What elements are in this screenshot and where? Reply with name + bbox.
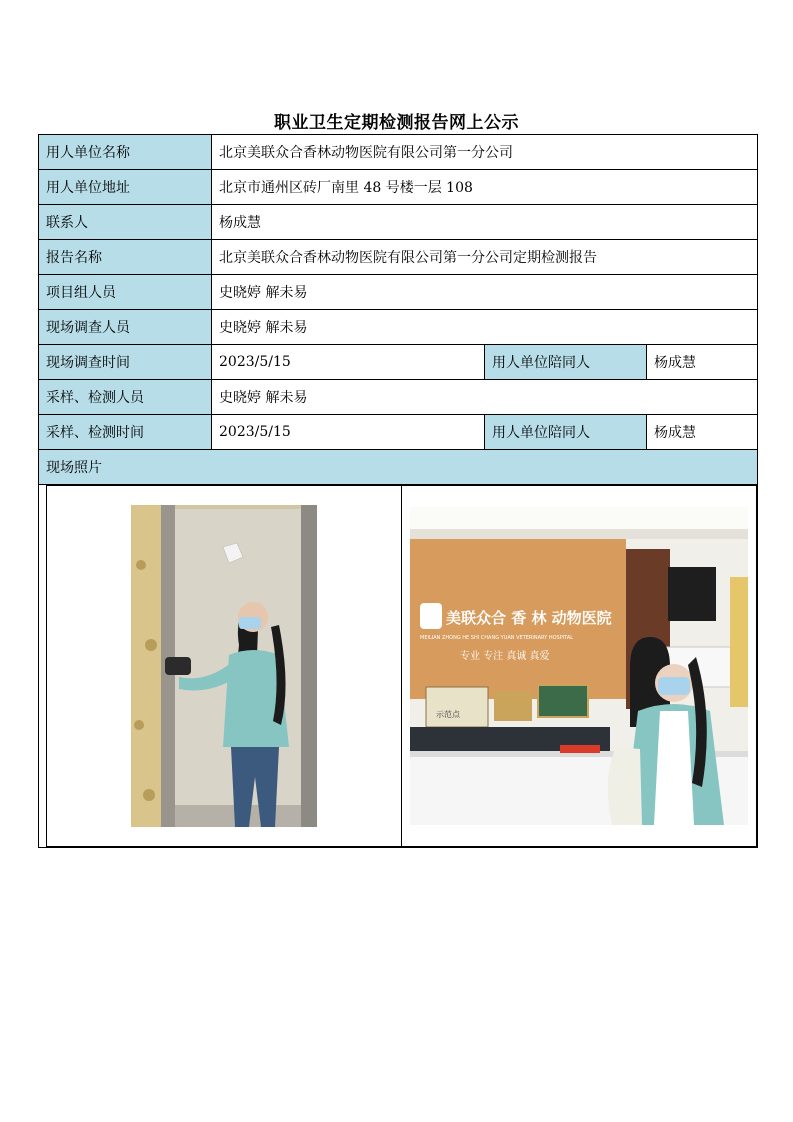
report-name-label: 报告名称 (39, 240, 212, 275)
row-project-team (39, 275, 758, 310)
report-name-value: 北京美联众合香林动物医院有限公司第一分公司定期检测报告 (212, 240, 758, 275)
row-report-name (39, 240, 758, 275)
survey-time-label: 现场调查时间 (39, 345, 212, 380)
page-title: 职业卫生定期检测报告网上公示 (274, 113, 519, 133)
survey-staff-label: 现场调查人员 (39, 310, 212, 345)
photos-cell (39, 485, 758, 848)
row-photos (39, 485, 758, 848)
employer-address-label: 用人单位地址 (39, 170, 212, 205)
contact-label: 联系人 (39, 205, 212, 240)
row-employer-name (39, 135, 758, 170)
sampling-escort-value: 杨成慧 (647, 415, 758, 450)
sign-chinese: 美联众合 香 林 动物医院 (446, 609, 612, 627)
project-team-label: 项目组人员 (39, 275, 212, 310)
contact-value: 杨成慧 (212, 205, 758, 240)
sign-slogan: 专业 专注 真诚 真爱 (460, 651, 550, 662)
photo-1-frame (47, 486, 402, 847)
sign-english: MEILIAN ZHONG HE SHI CHANG YUAN VETERINARY HOSPITAL (420, 635, 574, 641)
employer-name-value: 北京美联众合香林动物医院有限公司第一分公司 (212, 135, 758, 170)
employer-name-label: 用人单位名称 (39, 135, 212, 170)
photo-1-sampling-at-door (131, 505, 317, 827)
sampling-staff-value: 史晓婷 解未易 (212, 380, 758, 415)
sampling-time-label: 采样、检测时间 (39, 415, 212, 450)
row-sampling-staff (39, 380, 758, 415)
survey-time-value: 2023/5/15 (212, 345, 485, 380)
report-table (38, 134, 758, 848)
sampling-staff-label: 采样、检测人员 (39, 380, 212, 415)
row-photos-header (39, 450, 758, 485)
survey-escort-label: 用人单位陪同人 (485, 345, 647, 380)
survey-staff-value: 史晓婷 解未易 (212, 310, 758, 345)
sampling-escort-label: 用人单位陪同人 (485, 415, 647, 450)
row-sampling-time (39, 415, 758, 450)
project-team-value: 史晓婷 解未易 (212, 275, 758, 310)
photos-label: 现场照片 (39, 450, 758, 485)
survey-escort-value: 杨成慧 (647, 345, 758, 380)
row-survey-staff (39, 310, 758, 345)
plaque-text: 示范点 (436, 710, 461, 719)
sampling-time-value: 2023/5/15 (212, 415, 485, 450)
photo-2-frame (402, 486, 757, 847)
row-survey-time (39, 345, 758, 380)
photo-2-hospital-reception (410, 507, 748, 825)
row-contact (39, 205, 758, 240)
row-employer-address (39, 170, 758, 205)
employer-address-value: 北京市通州区砖厂南里 48 号楼一层 108 (212, 170, 758, 205)
photos-grid (46, 485, 757, 847)
